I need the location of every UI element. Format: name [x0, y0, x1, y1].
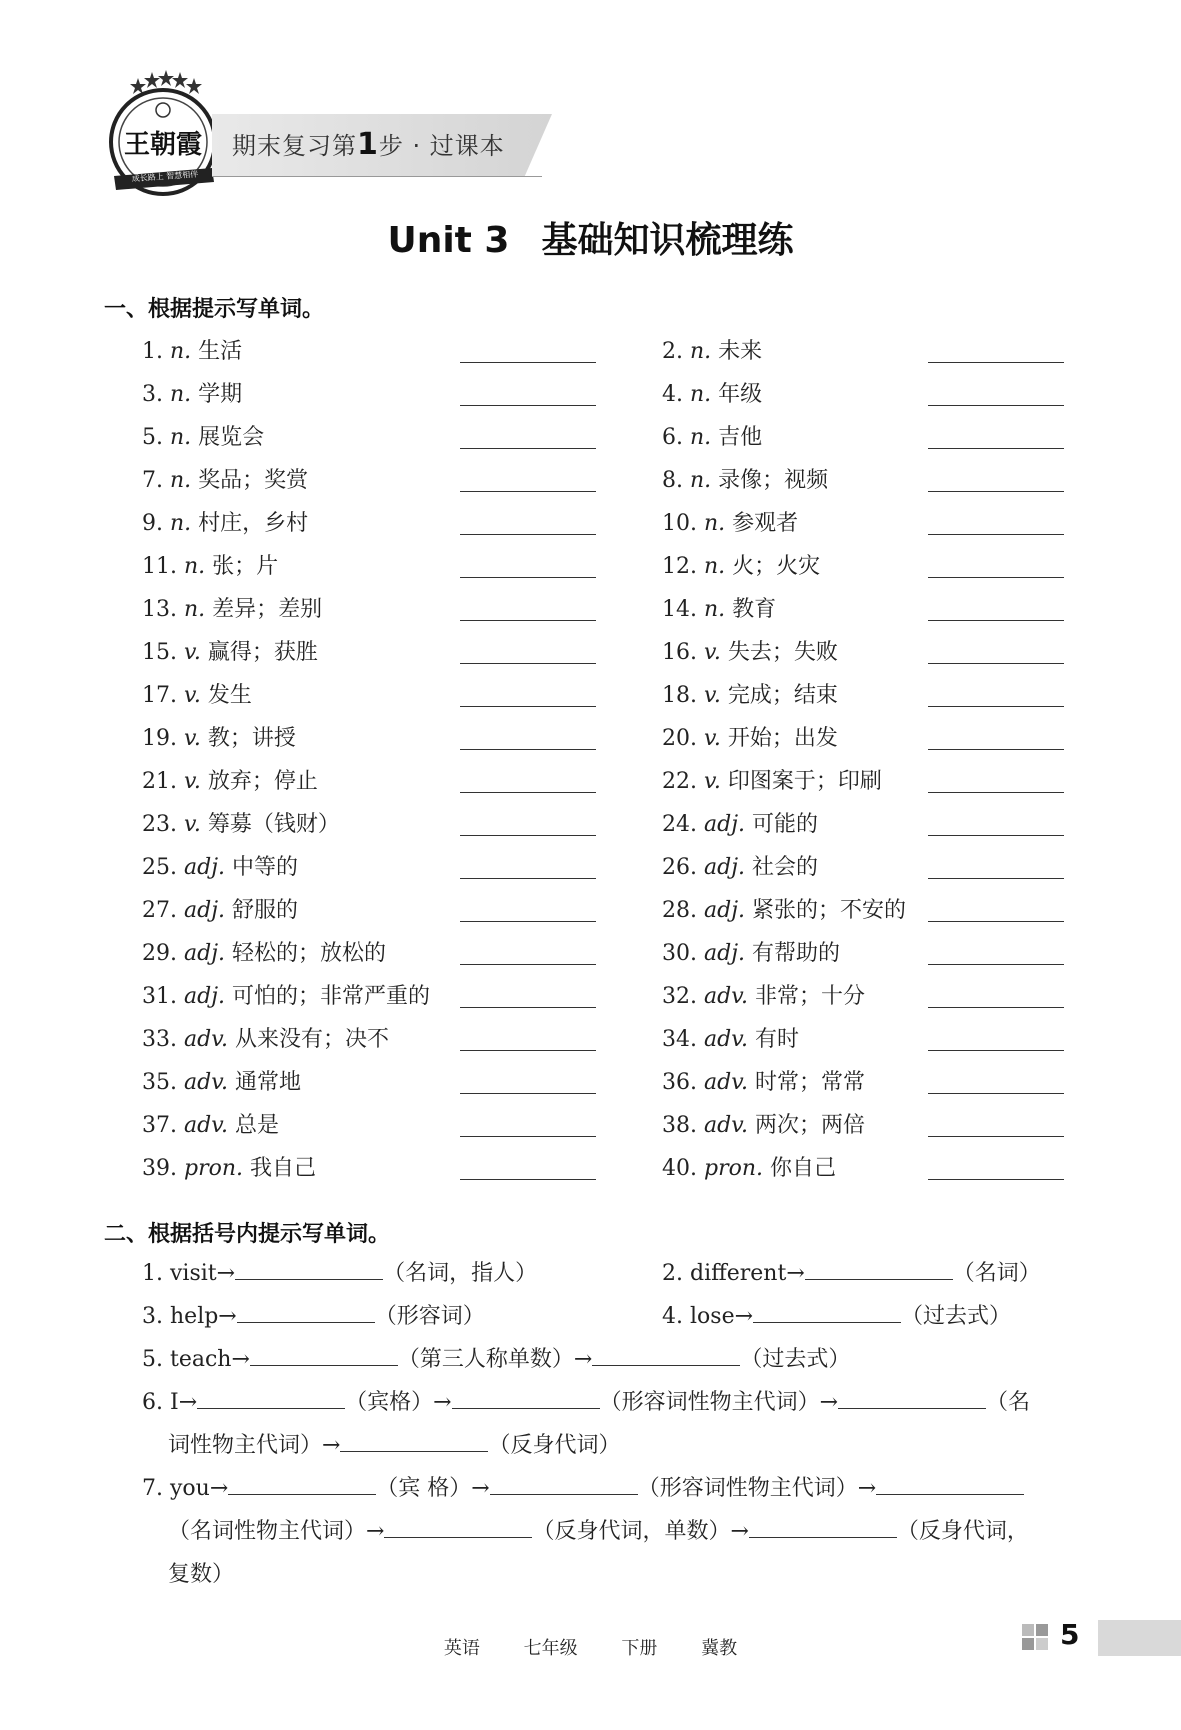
vocab-item: [662, 506, 798, 537]
vocab-item: [142, 334, 242, 365]
vocab-item-pos: adv.: [184, 1113, 229, 1138]
vocab-item: [142, 463, 308, 494]
vocab-item-pos: adv.: [184, 1070, 229, 1095]
vocab-answer-blank[interactable]: [460, 792, 596, 793]
vocab-item-number: 39.: [142, 1156, 177, 1181]
brand-logo: [104, 70, 222, 206]
vocab-item-pos: adv.: [704, 1070, 749, 1095]
vocab-answer-blank[interactable]: [460, 1136, 596, 1137]
q6-blank-2[interactable]: [452, 1382, 600, 1409]
q5-num: 5.: [142, 1347, 163, 1372]
vocab-item-meaning: 年级: [718, 382, 763, 407]
q2-num: 2.: [662, 1261, 683, 1286]
vocab-item: [142, 893, 298, 924]
vocab-answer-blank[interactable]: [460, 620, 596, 621]
banner-prefix: 期末复习第: [232, 132, 357, 160]
vocab-item-pos: adv.: [704, 1027, 749, 1052]
vocab-item-number: 22.: [662, 769, 697, 794]
vocab-item-meaning: 完成；结束: [727, 683, 838, 708]
vocab-item: [142, 678, 252, 709]
vocab-item-pos: n.: [690, 468, 712, 493]
q7-blank-5[interactable]: [749, 1511, 897, 1538]
q7-word: you→: [170, 1476, 229, 1501]
vocab-item-meaning: 紧张的；不安的: [752, 898, 907, 923]
vocab-item-meaning: 从来没有；决不: [235, 1027, 390, 1052]
vocab-item: [662, 979, 865, 1010]
q6-hint-2: （形容词性物主代词）→: [599, 1390, 838, 1415]
vocab-answer-blank[interactable]: [460, 1050, 596, 1051]
vocab-answer-blank[interactable]: [460, 534, 596, 535]
vocab-item-number: 6.: [662, 425, 683, 450]
vocab-item-pos: n.: [184, 554, 206, 579]
vocab-answer-blank[interactable]: [928, 792, 1064, 793]
vocab-item: [662, 334, 762, 365]
q4-num: 4.: [662, 1304, 683, 1329]
vocab-item: [142, 721, 296, 752]
vocab-item-number: 33.: [142, 1027, 177, 1052]
vocab-item-pos: adj.: [704, 941, 746, 966]
q6-hint-3a: （名: [986, 1390, 1031, 1415]
vocab-item: [662, 1108, 865, 1139]
q6-hint-4: （反身代词）: [488, 1433, 621, 1458]
vocab-item-number: 8.: [662, 468, 683, 493]
q3-num: 3.: [142, 1304, 163, 1329]
q7-hint-5a: （反身代词，: [896, 1519, 1029, 1544]
vocab-answer-blank[interactable]: [928, 1007, 1064, 1008]
q7-blank-1[interactable]: [228, 1468, 376, 1495]
vocab-item-meaning: 失去；失败: [727, 640, 838, 665]
q6-hint-3b: 词性物主代词）→: [168, 1433, 341, 1458]
vocab-answer-blank[interactable]: [928, 534, 1064, 535]
vocab-item-meaning: 录像；视频: [718, 468, 829, 493]
logo-motto: 成长路上 智慧相伴: [131, 169, 199, 184]
q5-word: teach→: [170, 1347, 250, 1372]
vocab-item-number: 40.: [662, 1156, 697, 1181]
q1-hint: （名词，指人）: [383, 1261, 538, 1286]
banner-step-number: 1: [357, 127, 379, 162]
vocab-item-number: 37.: [142, 1113, 177, 1138]
q7-hint-3: （名词性物主代词）→: [168, 1519, 385, 1544]
logo-name: 王朝霞: [123, 130, 202, 160]
vocab-item-meaning: 放弃；停止: [207, 769, 318, 794]
vocab-answer-blank[interactable]: [460, 706, 596, 707]
q7-blank-2[interactable]: [490, 1468, 638, 1495]
vocab-item-number: 38.: [662, 1113, 697, 1138]
vocab-item-number: 17.: [142, 683, 177, 708]
vocab-item-number: 12.: [662, 554, 697, 579]
vocab-answer-blank[interactable]: [460, 362, 596, 363]
vocab-item-number: 26.: [662, 855, 697, 880]
page-title: [0, 212, 1181, 263]
vocab-item-meaning: 时常；常常: [755, 1070, 866, 1095]
vocab-answer-blank[interactable]: [460, 491, 596, 492]
page-number: 5: [1060, 1618, 1080, 1651]
vocab-item-meaning: 通常地: [235, 1070, 302, 1095]
vocab-item-pos: v.: [184, 683, 201, 708]
q6: [142, 1382, 1030, 1424]
vocab-item: [662, 850, 818, 881]
vocab-item-meaning: 印图案于；印刷: [727, 769, 882, 794]
vocab-item-number: 23.: [142, 812, 177, 837]
vocab-item-meaning: 参观者: [732, 511, 799, 536]
vocab-item-meaning: 社会的: [752, 855, 819, 880]
vocab-item: [662, 764, 882, 795]
vocab-item-meaning: 奖品；奖赏: [198, 468, 309, 493]
vocab-item-number: 13.: [142, 597, 177, 622]
q7-hint-4: （反身代词，单数）→: [532, 1519, 749, 1544]
vocab-answer-blank[interactable]: [460, 1007, 596, 1008]
footer-decoration: [1022, 1624, 1052, 1658]
vocab-item-number: 11.: [142, 554, 177, 579]
vocab-item: [142, 850, 298, 881]
footer-subject: 英语: [443, 1638, 480, 1659]
vocab-item: [142, 807, 340, 838]
vocab-item-number: 16.: [662, 640, 697, 665]
q4-hint: （过去式）: [901, 1304, 1012, 1329]
vocab-item-pos: n.: [170, 425, 192, 450]
footer-book-info: [0, 1634, 1181, 1660]
q7-hint-1: （宾 格）→: [376, 1476, 490, 1501]
vocab-item-number: 15.: [142, 640, 177, 665]
vocab-answer-blank[interactable]: [928, 749, 1064, 750]
vocab-item: [662, 420, 762, 451]
vocab-item-meaning: 有帮助的: [752, 941, 841, 966]
vocab-item-pos: adj.: [184, 984, 226, 1009]
unit-label: Unit 3: [387, 220, 510, 261]
vocab-item-meaning: 教育: [732, 597, 777, 622]
vocab-item-meaning: 教；讲授: [207, 726, 296, 751]
vocab-item: [142, 1065, 301, 1096]
vocab-item-pos: v.: [184, 640, 201, 665]
vocab-item-pos: n.: [170, 468, 192, 493]
vocab-item-meaning: 生活: [198, 339, 243, 364]
part1-heading: 一、根据提示写单词。: [104, 297, 325, 322]
vocab-item: [142, 635, 318, 666]
q7-hint-2: （形容词性物主代词）→: [637, 1476, 877, 1501]
vocab-item-pos: v.: [704, 769, 721, 794]
vocab-answer-blank[interactable]: [928, 362, 1064, 363]
q2-word: different→: [690, 1261, 805, 1286]
vocab-item-pos: n.: [170, 511, 192, 536]
q1: [142, 1253, 537, 1295]
vocab-answer-blank[interactable]: [460, 1093, 596, 1094]
vocab-item-number: 32.: [662, 984, 697, 1009]
page-number-bar: [1098, 1620, 1181, 1656]
vocab-item-number: 10.: [662, 511, 697, 536]
vocab-item: [662, 1151, 836, 1182]
footer-volume: 下册: [621, 1638, 658, 1659]
vocab-item-pos: n.: [170, 382, 192, 407]
vocab-item-pos: adj.: [704, 898, 746, 923]
q7-blank-3[interactable]: [876, 1468, 1024, 1495]
vocab-item-pos: v.: [184, 726, 201, 751]
vocab-item-number: 7.: [142, 468, 163, 493]
vocab-item: [662, 807, 818, 838]
q1-word: visit→: [170, 1261, 236, 1286]
vocab-item-pos: v.: [184, 769, 201, 794]
q6-blank-3[interactable]: [838, 1382, 986, 1409]
vocab-item-pos: n.: [704, 597, 726, 622]
vocab-item-number: 29.: [142, 941, 177, 966]
q7-cont-2: [168, 1554, 234, 1596]
vocab-answer-blank[interactable]: [460, 663, 596, 664]
vocab-item-pos: v.: [184, 812, 201, 837]
vocab-item-pos: pron.: [184, 1156, 244, 1181]
vocab-item-pos: pron.: [704, 1156, 764, 1181]
vocab-answer-blank[interactable]: [460, 835, 596, 836]
vocab-item-number: 14.: [662, 597, 697, 622]
vocab-item-pos: n.: [184, 597, 206, 622]
vocab-item-meaning: 村庄，乡村: [198, 511, 309, 536]
q5: [142, 1339, 850, 1381]
vocab-item-meaning: 发生: [207, 683, 252, 708]
part2-heading: 二、根据括号内提示写单词。: [104, 1222, 391, 1247]
q7: [142, 1468, 1024, 1510]
vocab-answer-blank[interactable]: [460, 749, 596, 750]
vocab-item-pos: v.: [704, 640, 721, 665]
vocab-answer-blank[interactable]: [928, 1179, 1064, 1180]
q1-blank[interactable]: [235, 1253, 383, 1280]
vocab-item: [662, 1022, 799, 1053]
vocab-item-number: 30.: [662, 941, 697, 966]
q2: [662, 1253, 1041, 1295]
vocab-item: [142, 377, 242, 408]
vocab-item: [142, 1022, 389, 1053]
vocab-answer-blank[interactable]: [460, 921, 596, 922]
vocab-item-pos: n.: [690, 425, 712, 450]
vocab-item-number: 19.: [142, 726, 177, 751]
vocab-item-number: 21.: [142, 769, 177, 794]
vocab-item-pos: n.: [170, 339, 192, 364]
vocab-item-meaning: 轻松的；放松的: [232, 941, 387, 966]
vocab-answer-blank[interactable]: [928, 577, 1064, 578]
vocab-item-number: 1.: [142, 339, 163, 364]
vocab-item: [142, 1151, 316, 1182]
q6-word: I→: [170, 1390, 198, 1415]
vocab-item-meaning: 未来: [718, 339, 763, 364]
vocab-item: [662, 592, 776, 623]
vocab-item-meaning: 学期: [198, 382, 243, 407]
q6-cont: [168, 1425, 620, 1467]
vocab-answer-blank[interactable]: [928, 663, 1064, 664]
vocab-item-number: 9.: [142, 511, 163, 536]
vocab-item-number: 3.: [142, 382, 163, 407]
q6-blank-4[interactable]: [340, 1425, 488, 1452]
vocab-item-pos: adv.: [184, 1027, 229, 1052]
vocab-answer-blank[interactable]: [460, 405, 596, 406]
q5-blank-1[interactable]: [250, 1339, 398, 1366]
vocab-item-meaning: 赢得；获胜: [207, 640, 318, 665]
vocab-item: [142, 592, 322, 623]
vocab-item-number: 24.: [662, 812, 697, 837]
vocab-answer-blank[interactable]: [928, 491, 1064, 492]
vocab-item: [662, 678, 838, 709]
vocab-answer-blank[interactable]: [928, 448, 1064, 449]
vocab-item-meaning: 总是: [235, 1113, 280, 1138]
vocab-item-pos: adv.: [704, 984, 749, 1009]
q6-blank-1[interactable]: [197, 1382, 345, 1409]
vocab-item: [142, 936, 386, 967]
q7-num: 7.: [142, 1476, 163, 1501]
vocab-item-number: 2.: [662, 339, 683, 364]
vocab-item-meaning: 火；火灾: [732, 554, 821, 579]
vocab-item-pos: v.: [704, 726, 721, 751]
vocab-item: [142, 549, 278, 580]
vocab-item-meaning: 舒服的: [232, 898, 299, 923]
vocab-item-pos: adj.: [704, 855, 746, 880]
vocab-item-meaning: 筹募（钱财）: [207, 812, 340, 837]
q4: [662, 1296, 1011, 1338]
vocab-answer-blank[interactable]: [928, 706, 1064, 707]
vocab-item-number: 18.: [662, 683, 697, 708]
q7-hint-5b: 复数）: [168, 1562, 235, 1587]
q7-blank-4[interactable]: [384, 1511, 532, 1538]
vocab-answer-blank[interactable]: [928, 620, 1064, 621]
q1-num: 1.: [142, 1261, 163, 1286]
vocab-answer-blank[interactable]: [928, 1050, 1064, 1051]
vocab-answer-blank[interactable]: [928, 921, 1064, 922]
vocab-item-meaning: 差异；差别: [212, 597, 323, 622]
q5-hint-1: （第三人称单数）→: [397, 1347, 593, 1372]
q2-blank[interactable]: [805, 1253, 953, 1280]
vocab-item-pos: adv.: [704, 1113, 749, 1138]
banner-divider: [212, 176, 542, 177]
vocab-item: [662, 893, 906, 924]
vocab-answer-blank[interactable]: [460, 577, 596, 578]
vocab-item-meaning: 吉他: [718, 425, 763, 450]
vocab-item-pos: adj.: [184, 941, 226, 966]
q6-hint-1: （宾格）→: [345, 1390, 452, 1415]
vocab-item-meaning: 开始；出发: [727, 726, 838, 751]
vocab-item-number: 27.: [142, 898, 177, 923]
vocab-item: [142, 506, 308, 537]
vocab-item-pos: adj.: [184, 898, 226, 923]
vocab-item-meaning: 可能的: [752, 812, 819, 837]
vocab-item: [662, 721, 838, 752]
vocab-item-number: 25.: [142, 855, 177, 880]
q4-blank[interactable]: [753, 1296, 901, 1323]
vocab-answer-blank[interactable]: [460, 448, 596, 449]
vocab-item: [662, 936, 840, 967]
vocab-item-pos: n.: [690, 339, 712, 364]
q5-blank-2[interactable]: [592, 1339, 740, 1366]
vocab-item-meaning: 张；片: [212, 554, 279, 579]
vocab-item-meaning: 我自己: [250, 1156, 317, 1181]
vocab-item-meaning: 中等的: [232, 855, 299, 880]
vocab-item-number: 36.: [662, 1070, 697, 1095]
vocab-item-number: 28.: [662, 898, 697, 923]
q3-hint: （形容词）: [374, 1304, 485, 1329]
vocab-answer-blank[interactable]: [460, 964, 596, 965]
vocab-answer-blank[interactable]: [928, 964, 1064, 965]
vocab-item-number: 5.: [142, 425, 163, 450]
q3-word: help→: [170, 1304, 237, 1329]
vocab-item-meaning: 你自己: [770, 1156, 837, 1181]
vocab-item-number: 4.: [662, 382, 683, 407]
vocab-item: [662, 377, 762, 408]
vocab-answer-blank[interactable]: [928, 878, 1064, 879]
q2-hint: （名词）: [952, 1261, 1041, 1286]
vocab-item: [142, 979, 430, 1010]
footer-edition: 冀教: [701, 1638, 738, 1659]
vocab-item: [662, 1065, 865, 1096]
vocab-item-meaning: 非常；十分: [755, 984, 866, 1009]
title-name: 基础知识梳理练: [541, 220, 794, 261]
footer-grade: 七年级: [523, 1638, 578, 1659]
q7-cont: [168, 1511, 1029, 1553]
vocab-item-pos: n.: [704, 511, 726, 536]
header-banner-text: [232, 126, 505, 162]
banner-suffix: 步 · 过课本: [378, 132, 505, 160]
vocab-item: [142, 764, 318, 795]
vocab-answer-blank[interactable]: [928, 835, 1064, 836]
vocab-item-number: 35.: [142, 1070, 177, 1095]
vocab-item-meaning: 展览会: [198, 425, 265, 450]
q4-word: lose→: [690, 1304, 754, 1329]
vocab-answer-blank[interactable]: [460, 1179, 596, 1180]
q6-num: 6.: [142, 1390, 163, 1415]
vocab-item-pos: n.: [704, 554, 726, 579]
vocab-item-meaning: 有时: [755, 1027, 800, 1052]
q3-blank[interactable]: [237, 1296, 375, 1323]
vocab-item: [662, 463, 828, 494]
vocab-item-meaning: 可怕的；非常严重的: [232, 984, 431, 1009]
vocab-item: [662, 635, 838, 666]
vocab-answer-blank[interactable]: [928, 1093, 1064, 1094]
vocab-item: [662, 549, 820, 580]
vocab-answer-blank[interactable]: [928, 1136, 1064, 1137]
vocab-item: [142, 420, 264, 451]
vocab-item-pos: adj.: [184, 855, 226, 880]
vocab-item-pos: v.: [704, 683, 721, 708]
q5-hint-2: （过去式）: [740, 1347, 851, 1372]
vocab-answer-blank[interactable]: [928, 405, 1064, 406]
vocab-item-meaning: 两次；两倍: [755, 1113, 866, 1138]
q3: [142, 1296, 485, 1338]
vocab-item-pos: n.: [690, 382, 712, 407]
vocab-item-number: 31.: [142, 984, 177, 1009]
vocab-item-number: 20.: [662, 726, 697, 751]
vocab-item-pos: adj.: [704, 812, 746, 837]
vocab-item-number: 34.: [662, 1027, 697, 1052]
vocab-answer-blank[interactable]: [460, 878, 596, 879]
vocab-item: [142, 1108, 279, 1139]
